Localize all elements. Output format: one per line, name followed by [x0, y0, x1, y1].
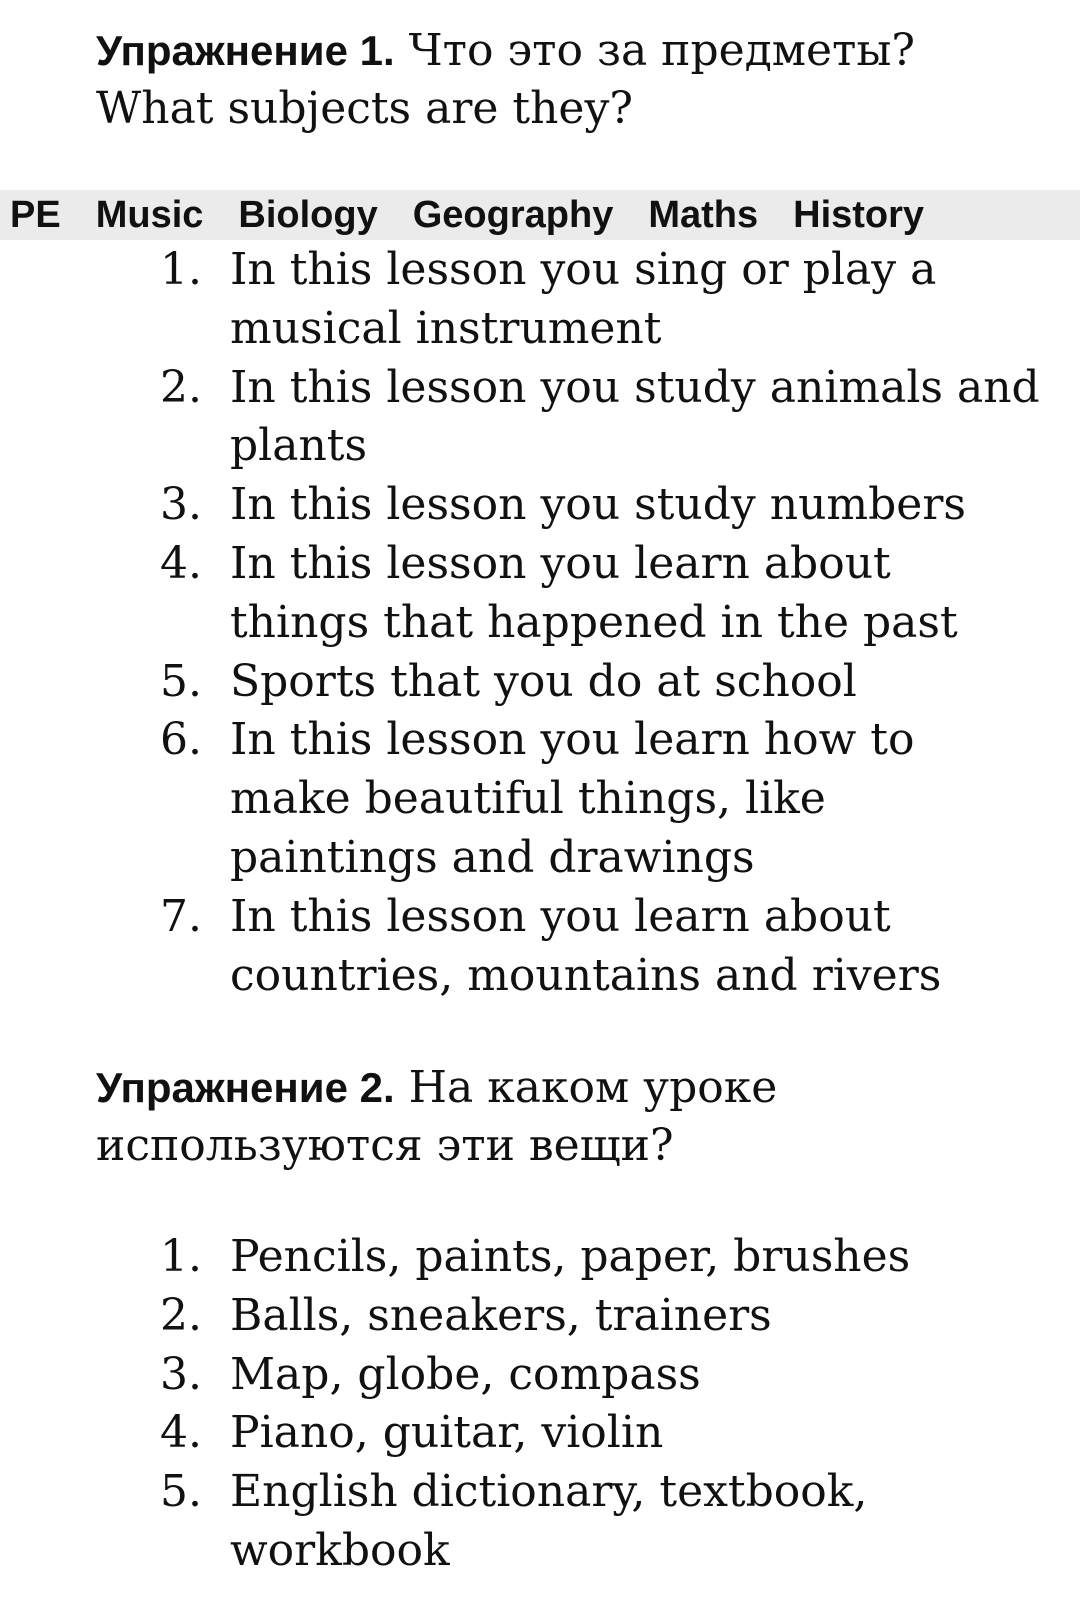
list-item-number: 6. — [160, 714, 202, 766]
list-item-text: Balls, sneakers, trainers — [230, 1289, 772, 1341]
list-item — [0, 653, 1080, 712]
list-item-number: 3. — [160, 1348, 202, 1400]
list-item-number: 1. — [160, 244, 202, 295]
list-item-number: 1. — [160, 1231, 202, 1282]
exercise-2-prompt-ru: На каком уроке используются эти вещи? — [96, 1062, 778, 1171]
exercise-1-list — [0, 241, 1080, 1005]
list-item-text: In this lesson you learn how to make beautiful things, like paintings and drawings — [230, 714, 915, 883]
list-item-text: English dictionary, textbook, workbook — [230, 1466, 868, 1576]
exercise-1-prompt-ru: Что это за предметы? — [408, 25, 915, 76]
list-item — [0, 1287, 1080, 1346]
word-bank-item-music: Music — [95, 193, 204, 236]
word-bank — [0, 190, 1080, 240]
exercise-2-heading — [96, 1059, 996, 1175]
list-item-text: Pencils, paints, paper, brushes — [230, 1231, 911, 1282]
list-item — [0, 711, 1080, 887]
list-item-text: Map, globe, compass — [230, 1348, 701, 1400]
list-item — [0, 359, 1080, 477]
list-item-number: 2. — [160, 361, 202, 413]
exercise-1-prompt-en: What subjects are they? — [96, 83, 633, 134]
list-item-text: In this lesson you study animals and plants — [230, 361, 1040, 472]
exercise-2-list — [0, 1228, 1080, 1581]
list-item — [0, 476, 1080, 535]
list-item-text: In this lesson you learn about things that happened in the past — [230, 537, 958, 648]
word-bank-item-biology: Biology — [238, 193, 378, 236]
list-item — [0, 1404, 1080, 1463]
list-item-text: In this lesson you sing or play a musical instrument — [230, 244, 937, 354]
list-item-number: 5. — [160, 655, 202, 707]
list-item-text: Piano, guitar, violin — [230, 1407, 664, 1459]
word-bank-item-maths: Maths — [648, 193, 759, 236]
list-item-text: Sports that you do at school — [230, 655, 857, 707]
exercise-1-label: Упражнение 1. — [96, 27, 395, 74]
word-bank-item-history: History — [793, 193, 925, 236]
list-item-text: In this lesson you study numbers — [230, 479, 966, 531]
list-item — [0, 888, 1080, 1006]
word-bank-item-geography: Geography — [412, 193, 614, 236]
word-bank-item-pe: PE — [10, 193, 61, 236]
list-item-number: 7. — [160, 890, 202, 942]
list-item-number: 5. — [160, 1466, 202, 1518]
exercise-1-heading — [96, 22, 996, 138]
list-item — [0, 1346, 1080, 1405]
list-item — [0, 535, 1080, 653]
exercise-2-label: Упражнение 2. — [96, 1064, 395, 1111]
list-item-number: 3. — [160, 479, 202, 531]
list-item-number: 2. — [160, 1289, 202, 1341]
list-item-number: 4. — [160, 1407, 202, 1459]
list-item — [0, 241, 1080, 359]
list-item — [0, 1463, 1080, 1581]
list-item-text: In this lesson you learn about countries, mountains and rivers — [230, 890, 942, 1001]
list-item-number: 4. — [160, 537, 202, 589]
list-item — [0, 1228, 1080, 1287]
